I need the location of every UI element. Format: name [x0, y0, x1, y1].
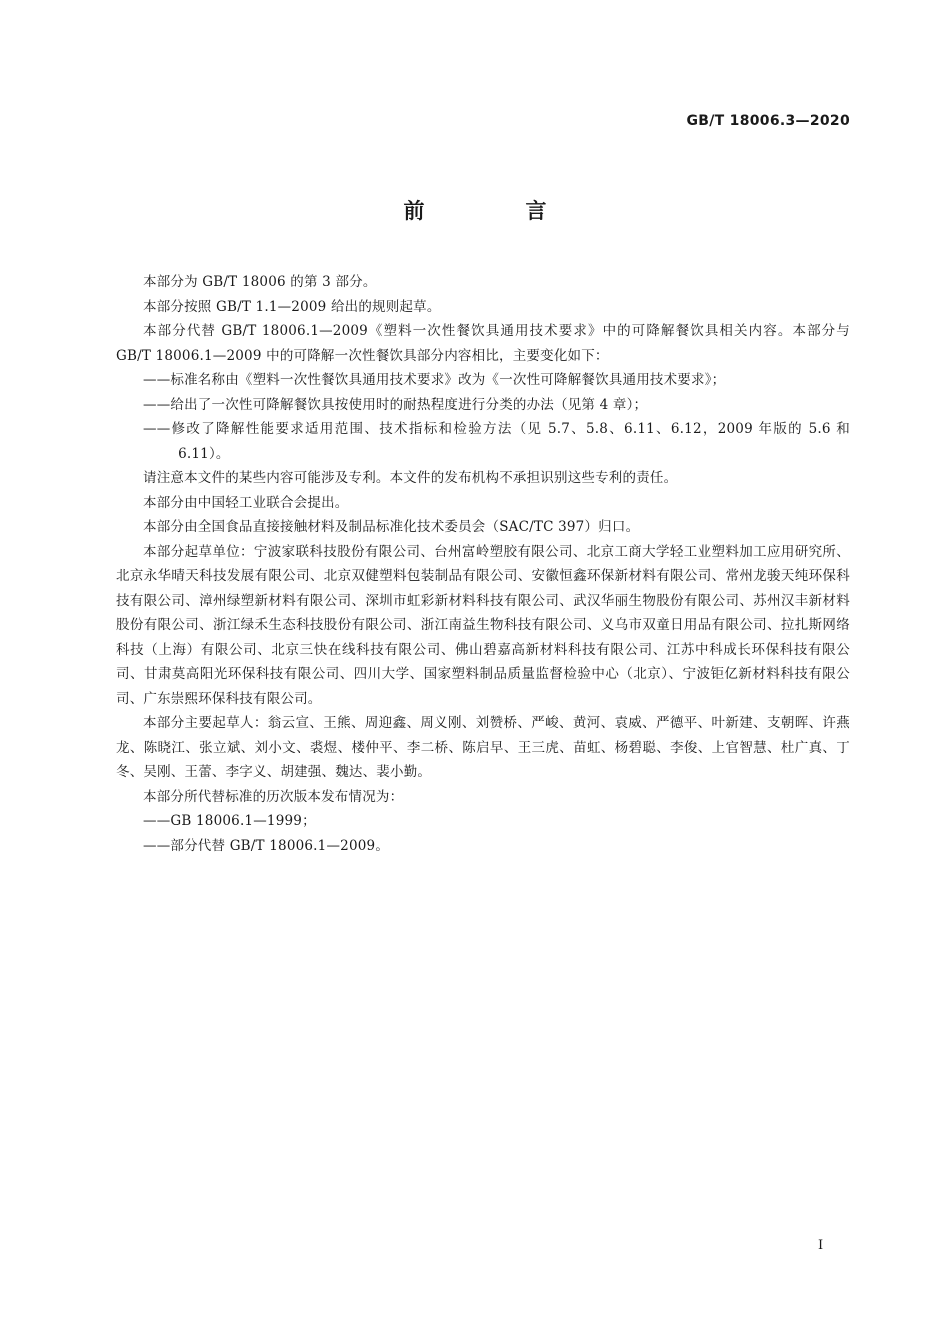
paragraph-replacement: 本部分代替 GB/T 18006.1—2009《塑料一次性餐饮具通用技术要求》中的可降解餐饮具相关内容。本部分与 GB/T 18006.1—2009 中的可降解一次性餐饮具部分内容相比，主要变化如下：	[116, 323, 850, 364]
paragraph-drafting-units: 本部分起草单位：宁波家联科技股份有限公司、台州富岭塑胶有限公司、北京工商大学轻工业塑料加工应用研究所、北京永华晴天科技发展有限公司、北京双健塑料包装制品有限公司、安徽恒鑫环保新材料有限公司、常州龙骏天纯环保科技有限公司、漳州绿塑新材料有限公司、深圳市虹彩新材料科技有限公司、武汉华丽生物股份有限公司、苏州汉丰新材料股份有限公司、浙江绿禾生态科技股份有限公司、浙江南益生物科技有限公司、义乌市双童日用品有限公司、拉扎斯网络科技（上海）有限公司、北京三快在线科技有限公司、佛山碧嘉高新材料科技有限公司、江苏中科成长环保科技有限公司、甘肃莫高阳光环保科技有限公司、四川大学、国家塑料制品质量监督检验中心（北京）、宁波钜亿新材料科技有限公司、广东崇熙环保科技有限公司。	[116, 543, 850, 707]
change-item-classification: ——给出了一次性可降解餐饮具按使用时的耐热程度进行分类的办法（见第 4 章）；	[143, 396, 648, 413]
page-title: 前 言	[403, 199, 587, 223]
history-item-1999: ——GB 18006.1—1999；	[143, 813, 316, 829]
paragraph-history-intro: 本部分所代替标准的历次版本发布情况为：	[143, 788, 404, 805]
change-item-degradation: ——修改了降解性能要求适用范围、技术指标和检验方法（见 5.7、5.8、6.11、6.12，2009 年版的 5.6 和 6.11）。	[143, 421, 850, 462]
history-item-2009: ——部分代替 GB/T 18006.1—2009。	[143, 837, 390, 854]
standard-code: GB/T 18006.3—2020	[686, 113, 850, 129]
paragraph-administered-by: 本部分由全国食品直接接触材料及制品标准化技术委员会（SAC/TC 397）归口。	[143, 519, 640, 535]
page-number: Ⅰ	[818, 1238, 824, 1253]
paragraph-part-statement: 本部分为 GB/T 18006 的第 3 部分。	[143, 274, 377, 290]
paragraph-drafting-rules: 本部分按照 GB/T 1.1—2009 给出的规则起草。	[143, 298, 441, 315]
change-item-title: ——标准名称由《塑料一次性餐饮具通用技术要求》改为《一次性可降解餐饮具通用技术要求》；	[143, 372, 726, 388]
document-body	[116, 270, 850, 858]
paragraph-proposed-by: 本部分由中国轻工业联合会提出。	[143, 494, 349, 511]
paragraph-drafters: 本部分主要起草人：翁云宣、王熊、周迎鑫、周义刚、刘赞桥、严峻、黄河、袁威、严德平、叶新建、支朝晖、许燕龙、陈晓江、张立斌、刘小文、裘煜、楼仲平、李二桥、陈启早、王三虎、苗虹、杨碧聪、李俊、上官智慧、杜广真、丁冬、吴刚、王蕾、李字义、胡建强、魏达、裴小勤。	[116, 715, 850, 780]
paragraph-patent-notice: 请注意本文件的某些内容可能涉及专利。本文件的发布机构不承担识别这些专利的责任。	[143, 470, 678, 486]
